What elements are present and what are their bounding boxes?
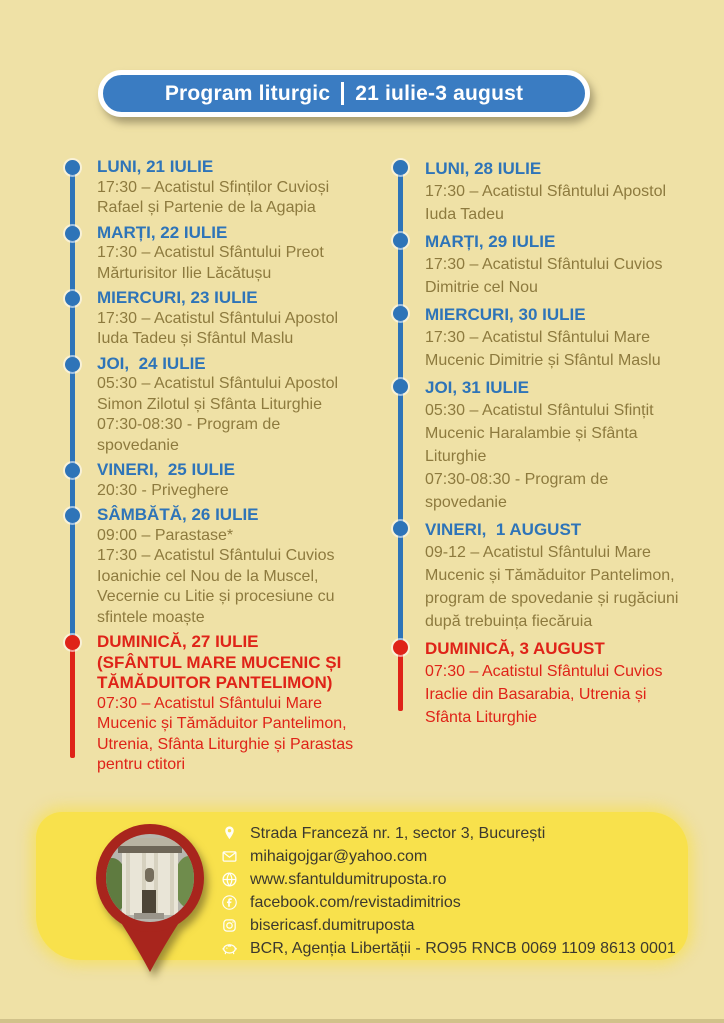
schedule-line: 17:30 – Acatistul Sfântului Preot Mărturisitor Ilie Lăcătușu (97, 244, 324, 282)
contact-text: Strada Franceză nr. 1, sector 3, București (250, 824, 546, 842)
day-heading: MARȚI, 29 IULIE (425, 232, 556, 251)
schedule-line: 09:00 – Parastase* (97, 526, 234, 544)
page-bottom-edge (0, 1019, 724, 1023)
schedule-line: 20:30 - Priveghere (97, 481, 229, 499)
header-date-range: 21 iulie-3 august (355, 81, 524, 105)
timeline-dot (393, 379, 408, 394)
schedule-line: 17:30 – Acatistul Sfinților Cuvioși Rafael și Partenie de la Agapia (97, 178, 330, 216)
schedule-line: 07:30-08:30 - Program de spovedanie (97, 416, 281, 454)
timeline-dot (65, 508, 80, 523)
timeline-line (398, 313, 403, 386)
contact-row (221, 822, 680, 845)
schedule-entry (65, 460, 365, 501)
timeline-dot (65, 291, 80, 306)
timeline-line (70, 233, 75, 299)
schedule-line: 17:30 – Acatistul Sfântului Apostol Iuda Tadeu (425, 183, 667, 223)
day-heading: MIERCURI, 30 IULIE (425, 305, 586, 324)
schedule-entry (65, 505, 365, 628)
schedule-entry (65, 288, 365, 350)
timeline-dot (393, 233, 408, 248)
timeline-dot (65, 226, 80, 241)
day-heading: DUMINICĂ, 3 AUGUST (425, 639, 605, 658)
timeline-line (70, 515, 75, 642)
day-heading: LUNI, 28 IULIE (425, 159, 542, 178)
timeline-line (70, 642, 75, 758)
church-map-pin (92, 820, 208, 980)
bank-icon (221, 940, 238, 957)
timeline-line (398, 647, 403, 711)
schedule-line: 17:30 – Acatistul Sfântului Cuvios Dimitrie cel Nou (425, 256, 663, 296)
title-separator-bar (341, 82, 344, 105)
timeline-dot (65, 357, 80, 372)
schedule-entry (393, 230, 693, 299)
schedule-line: 07:30 – Acatistul Sfântului Cuvios Iraclie din Basarabia, Utrenia și Sfânta Liturghie (425, 663, 663, 726)
schedule-column-1 (65, 157, 365, 780)
timeline-line (398, 528, 403, 647)
timeline-dot (393, 160, 408, 175)
schedule-entry (65, 223, 365, 285)
mail-icon (221, 848, 238, 865)
timeline-line (70, 167, 75, 233)
schedule-entry (393, 518, 693, 633)
contact-text: www.sfantuldumitruposta.ro (250, 870, 447, 888)
schedule-line: 17:30 – Acatistul Sfântului Mare Mucenic Dimitrie și Sfântul Maslu (425, 329, 661, 369)
contact-row (221, 845, 680, 868)
schedule-entry (393, 303, 693, 372)
timeline-line (398, 386, 403, 528)
schedule-entry (393, 637, 693, 729)
schedule-entry (65, 157, 365, 219)
day-heading: JOI, 31 IULIE (425, 378, 529, 397)
day-heading: VINERI, 25 IULIE (97, 460, 235, 479)
schedule-line: 17:30 – Acatistul Sfântului Apostol Iuda Tadeu și Sfântul Maslu (97, 309, 339, 347)
contact-text: facebook.com/revistadimitrios (250, 893, 461, 911)
timeline-dot (393, 521, 408, 536)
schedule-entry (65, 354, 365, 457)
day-heading: MARȚI, 22 IULIE (97, 222, 228, 242)
timeline-dot (393, 306, 408, 321)
timeline-line (398, 167, 403, 240)
contact-row (221, 914, 680, 937)
schedule-line: 07:30-08:30 - Program de spovedanie (425, 471, 609, 511)
contact-text: mihaigojgar@yahoo.com (250, 847, 428, 865)
timeline-line (398, 240, 403, 313)
schedule-line: 07:30 – Acatistul Sfântului Mare Mucenic și Tămăduitor Pantelimon, Utrenia, Sfânta Liturghie și Parastas pentru ctitori (97, 694, 354, 773)
contact-row (221, 937, 680, 960)
header-pill (98, 70, 590, 117)
schedule-entry (65, 632, 365, 776)
day-heading: LUNI, 21 IULIE (97, 157, 214, 176)
contact-text: bisericasf.dumitruposta (250, 916, 415, 934)
day-heading: VINERI, 1 AUGUST (425, 520, 582, 539)
schedule-line: 09-12 – Acatistul Sfântului Mare Mucenic și Tămăduitor Pantelimon, program de spovedanie și rugăciuni după trebuința fiecăruia (425, 544, 679, 630)
day-subtitle: (SFÂNTUL MARE MUCENIC ȘI TĂMĂDUITOR PANTELIMON) (97, 652, 342, 692)
timeline-line (70, 364, 75, 471)
instagram-icon (221, 917, 238, 934)
contact-text: BCR, Agenția Libertății - RO95 RNCB 0069 1109 8613 0001 (250, 939, 676, 957)
timeline-line (70, 298, 75, 364)
timeline-dot (393, 640, 408, 655)
schedule-line: 05:30 – Acatistul Sfântului Sfințit Mucenic Haralambie și Sfânta Liturghie (425, 402, 654, 465)
location-pin-icon (221, 825, 238, 842)
schedule-entry (393, 157, 693, 226)
day-heading: DUMINICĂ, 27 IULIE (97, 632, 259, 651)
timeline-dot (65, 635, 80, 650)
schedule-line: 05:30 – Acatistul Sfântului Apostol Simon Zilotul și Sfânta Liturghie (97, 375, 339, 413)
facebook-icon (221, 894, 238, 911)
contact-list (221, 822, 680, 960)
day-heading: MIERCURI, 23 IULIE (97, 288, 258, 307)
contact-row (221, 891, 680, 914)
day-heading: SÂMBĂTĂ, 26 IULIE (97, 505, 259, 524)
timeline-dot (65, 160, 80, 175)
contact-row (221, 868, 680, 891)
church-photo (92, 820, 208, 980)
schedule-line: 17:30 – Acatistul Sfântului Cuvios Ioanichie cel Nou de la Muscel, Vecernie cu Litie și procesiune cu sfintele moaște (97, 547, 335, 626)
schedule-entry (393, 376, 693, 514)
globe-icon (221, 871, 238, 888)
schedule-column-2 (393, 157, 693, 780)
timeline-dot (65, 463, 80, 478)
day-heading: JOI, 24 IULIE (97, 353, 206, 373)
schedule-columns (65, 157, 693, 780)
header-title: Program liturgic (164, 81, 331, 105)
